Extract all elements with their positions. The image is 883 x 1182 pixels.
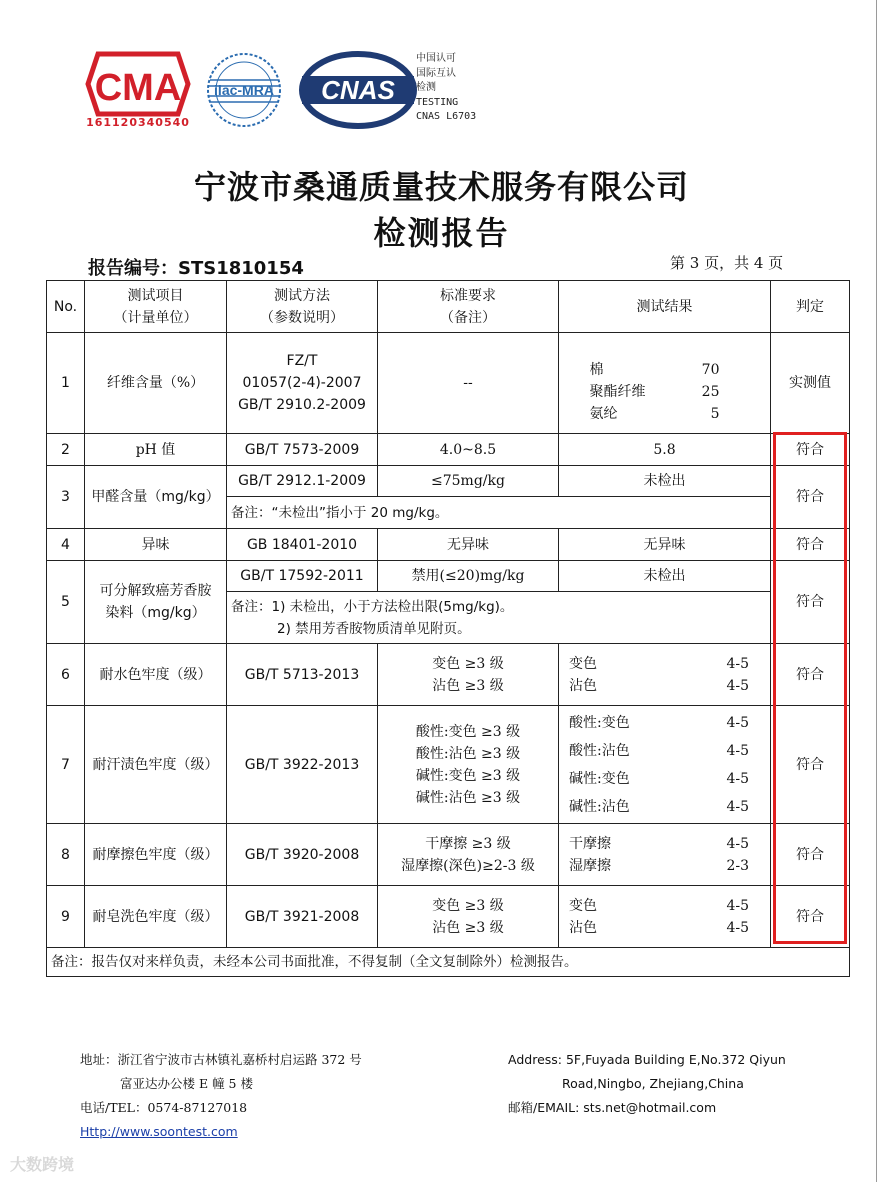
result-value: 5 xyxy=(710,406,720,422)
table-header-row xyxy=(47,281,850,333)
row-method: GB/T 2912.1-2009 xyxy=(227,466,378,497)
standard-line: 沾色 ≥3 级 xyxy=(432,677,504,694)
ilac-logo-text: ilac-MRA xyxy=(214,82,274,98)
row-verdict: 符合 xyxy=(771,706,850,824)
result-label: 湿摩擦 xyxy=(569,857,611,874)
result-value: 4-5 xyxy=(726,677,749,694)
table-footer-note: 备注：报告仅对来样负责，未经本公司书面批准，不得复制（全文复制除外）检测报告。 xyxy=(47,948,850,977)
result-line xyxy=(569,917,749,939)
result-label: 酸性:变色 xyxy=(569,714,630,731)
header-no: No. xyxy=(47,281,85,333)
row-note: 备注：“未检出”指小于 20 mg/kg。 xyxy=(227,497,771,529)
table-row xyxy=(47,644,850,706)
result-value: 70 xyxy=(701,362,720,378)
verdict-highlight-box xyxy=(773,432,847,944)
row-standard: ≤75mg/kg xyxy=(378,466,559,497)
header-item-line: 测试项目 xyxy=(127,287,184,304)
row-method: GB/T 5713-2013 xyxy=(227,644,378,706)
row-verdict: 符合 xyxy=(771,886,850,948)
result-label: 变色 xyxy=(569,655,597,672)
standard-line: 碱性:变色 ≥3 级 xyxy=(415,767,521,784)
standard-line: 湿摩擦(深色)≥2-3 级 xyxy=(401,857,535,874)
result-line xyxy=(569,765,749,793)
row-result: 未检出 xyxy=(559,561,771,592)
row-verdict: 符合 xyxy=(771,644,850,706)
row-item: 耐摩擦色牢度（级） xyxy=(85,824,227,886)
row-result xyxy=(559,706,771,824)
row-method: GB/T 17592-2011 xyxy=(227,561,378,592)
result-line xyxy=(590,359,720,381)
result-line xyxy=(590,381,720,403)
method-line: GB/T 2910.2-2009 xyxy=(238,397,366,413)
row-method: GB/T 7573-2009 xyxy=(227,434,378,466)
result-line xyxy=(569,855,749,877)
row-standard xyxy=(378,824,559,886)
result-line xyxy=(569,895,749,917)
result-value: 4-5 xyxy=(726,798,749,815)
row-note xyxy=(227,592,771,644)
row-method: GB/T 3920-2008 xyxy=(227,824,378,886)
cnas-logo-text: CNAS xyxy=(321,75,395,105)
document-title: 检测报告 xyxy=(373,214,510,252)
result-line xyxy=(569,709,749,737)
row-item: 耐皂洗色牢度（级） xyxy=(85,886,227,948)
accreditation-logos xyxy=(84,48,504,138)
row-verdict: 符合 xyxy=(771,824,850,886)
row-method: GB/T 3921-2008 xyxy=(227,886,378,948)
table-row xyxy=(47,886,850,948)
row-item: 纤维含量（%） xyxy=(85,333,227,434)
standard-line: 酸性:沾色 ≥3 级 xyxy=(415,745,521,762)
table-row xyxy=(47,824,850,886)
row-no: 8 xyxy=(47,824,85,886)
table-row xyxy=(47,333,850,434)
table-row xyxy=(47,466,850,497)
cnas-caption-line: CNAS L6703 xyxy=(416,111,477,122)
result-line xyxy=(569,675,749,697)
footer-tel: 电话/TEL：0574-87127018 xyxy=(80,1100,248,1115)
row-no: 2 xyxy=(47,434,85,466)
row-method: GB/T 3922-2013 xyxy=(227,706,378,824)
row-item: 耐汗渍色牢度（级） xyxy=(85,706,227,824)
result-label: 酸性:沾色 xyxy=(569,742,630,759)
note-line: 2) 禁用芳香胺物质清单见附页。 xyxy=(277,620,471,637)
item-line: 可分解致癌芳香胺 xyxy=(99,583,212,599)
row-result xyxy=(559,644,771,706)
row-no: 4 xyxy=(47,529,85,561)
row-no: 9 xyxy=(47,886,85,948)
result-label: 棉 xyxy=(589,362,604,378)
result-label: 碱性:变色 xyxy=(569,770,630,787)
header-item-line: （计量单位） xyxy=(113,309,198,326)
header-standard xyxy=(378,281,559,333)
result-line xyxy=(569,833,749,855)
row-method: GB 18401-2010 xyxy=(227,529,378,561)
standard-line: 碱性:沾色 ≥3 级 xyxy=(415,789,521,806)
row-result: 无异味 xyxy=(559,529,771,561)
row-standard: 4.0~8.5 xyxy=(378,434,559,466)
header-standard-line: （备注） xyxy=(440,309,496,326)
result-label: 沾色 xyxy=(569,919,597,936)
header-item xyxy=(85,281,227,333)
header-standard-line: 标准要求 xyxy=(440,287,496,304)
company-name: 宁波市桑通质量技术服务有限公司 xyxy=(193,168,689,206)
header-method xyxy=(227,281,378,333)
row-verdict: 符合 xyxy=(771,434,850,466)
row-item: 异味 xyxy=(85,529,227,561)
method-line: 01057(2-4)-2007 xyxy=(242,375,362,391)
row-standard: 无异味 xyxy=(378,529,559,561)
result-value: 2-3 xyxy=(726,857,749,874)
result-value: 4-5 xyxy=(726,770,749,787)
table-row xyxy=(47,529,850,561)
row-standard xyxy=(378,644,559,706)
cnas-caption xyxy=(416,52,506,125)
ilac-mra-logo xyxy=(196,50,292,130)
row-result: 未检出 xyxy=(559,466,771,497)
watermark: 大数跨境 xyxy=(10,1155,75,1174)
result-value: 4-5 xyxy=(726,655,749,672)
row-no: 3 xyxy=(47,466,85,529)
cnas-logo xyxy=(298,50,418,130)
footer-email: 邮箱/EMAIL: sts.net@hotmail.com xyxy=(508,1100,717,1115)
address-en-line: Address: 5F,Fuyada Building E,No.372 Qiyun xyxy=(508,1052,786,1067)
row-item xyxy=(85,561,227,644)
result-value: 4-5 xyxy=(726,742,749,759)
note-line: 备注：1) 未检出，小于方法检出限(5mg/kg)。 xyxy=(231,598,514,615)
footer-contact-en xyxy=(508,1048,838,1120)
row-no: 6 xyxy=(47,644,85,706)
row-verdict: 符合 xyxy=(771,466,850,529)
result-line xyxy=(590,403,720,425)
row-verdict: 实测值 xyxy=(771,333,850,434)
row-result xyxy=(559,333,771,434)
result-label: 聚酯纤维 xyxy=(589,384,646,400)
row-result xyxy=(559,886,771,948)
cnas-caption-line: 中国认可 xyxy=(416,53,456,64)
address-en-line: Road,Ningbo, Zhejiang,China xyxy=(562,1076,744,1091)
test-results-table xyxy=(46,280,850,977)
row-verdict: 符合 xyxy=(771,561,850,644)
cma-number: 161120340540 xyxy=(86,116,190,129)
address-cn-line: 富亚达办公楼 E 幢 5 楼 xyxy=(120,1076,253,1091)
result-value: 4-5 xyxy=(726,897,749,914)
report-number: 报告编号：STS1810154 xyxy=(88,258,304,279)
row-no: 1 xyxy=(47,333,85,434)
row-standard xyxy=(378,706,559,824)
row-method xyxy=(227,333,378,434)
row-no: 7 xyxy=(47,706,85,824)
row-item: 甲醛含量（mg/kg） xyxy=(85,466,227,529)
standard-line: 酸性:变色 ≥3 级 xyxy=(415,723,521,740)
row-item: 耐水色牢度（级） xyxy=(85,644,227,706)
result-label: 沾色 xyxy=(569,677,597,694)
row-result xyxy=(559,824,771,886)
standard-line: 干摩擦 ≥3 级 xyxy=(425,835,511,852)
header-result: 测试结果 xyxy=(559,281,771,333)
item-line: 染料（mg/kg） xyxy=(105,605,206,621)
result-label: 变色 xyxy=(569,897,597,914)
row-item: pH 值 xyxy=(85,434,227,466)
header-verdict: 判定 xyxy=(771,281,850,333)
cma-logo-text: CMA xyxy=(94,67,182,109)
table-row xyxy=(47,706,850,824)
table-footer-row xyxy=(47,948,850,977)
result-value: 4-5 xyxy=(726,835,749,852)
row-verdict: 符合 xyxy=(771,529,850,561)
row-standard xyxy=(378,886,559,948)
footer-contact-cn xyxy=(80,1048,440,1144)
cnas-caption-line: TESTING xyxy=(416,96,459,108)
result-label: 氨纶 xyxy=(589,406,618,422)
result-line xyxy=(569,793,749,821)
row-no: 5 xyxy=(47,561,85,644)
website-link[interactable]: Http://www.soontest.com xyxy=(80,1124,238,1139)
header-method-line: 测试方法 xyxy=(274,287,330,304)
result-label: 干摩擦 xyxy=(569,835,611,852)
result-value: 4-5 xyxy=(726,714,749,731)
page-indicator: 第 3 页，共 4 页 xyxy=(670,254,784,272)
method-line: FZ/T xyxy=(286,353,318,369)
result-line xyxy=(569,653,749,675)
table-row xyxy=(47,434,850,466)
address-cn-line: 地址：浙江省宁波市古林镇礼嘉桥村启运路 372 号 xyxy=(80,1052,362,1067)
header-method-line: （参数说明） xyxy=(260,309,344,326)
result-line xyxy=(569,737,749,765)
row-standard: 禁用(≤20)mg/kg xyxy=(378,561,559,592)
result-value: 4-5 xyxy=(726,919,749,936)
row-standard: -- xyxy=(378,333,559,434)
standard-line: 沾色 ≥3 级 xyxy=(432,919,504,936)
result-value: 25 xyxy=(701,384,720,400)
row-result: 5.8 xyxy=(559,434,771,466)
result-label: 碱性:沾色 xyxy=(569,798,630,815)
table-row xyxy=(47,561,850,592)
standard-line: 变色 ≥3 级 xyxy=(432,655,504,672)
standard-line: 变色 ≥3 级 xyxy=(432,897,504,914)
cnas-caption-line: 国际互认 xyxy=(416,67,456,79)
cnas-caption-line: 检测 xyxy=(416,82,436,93)
